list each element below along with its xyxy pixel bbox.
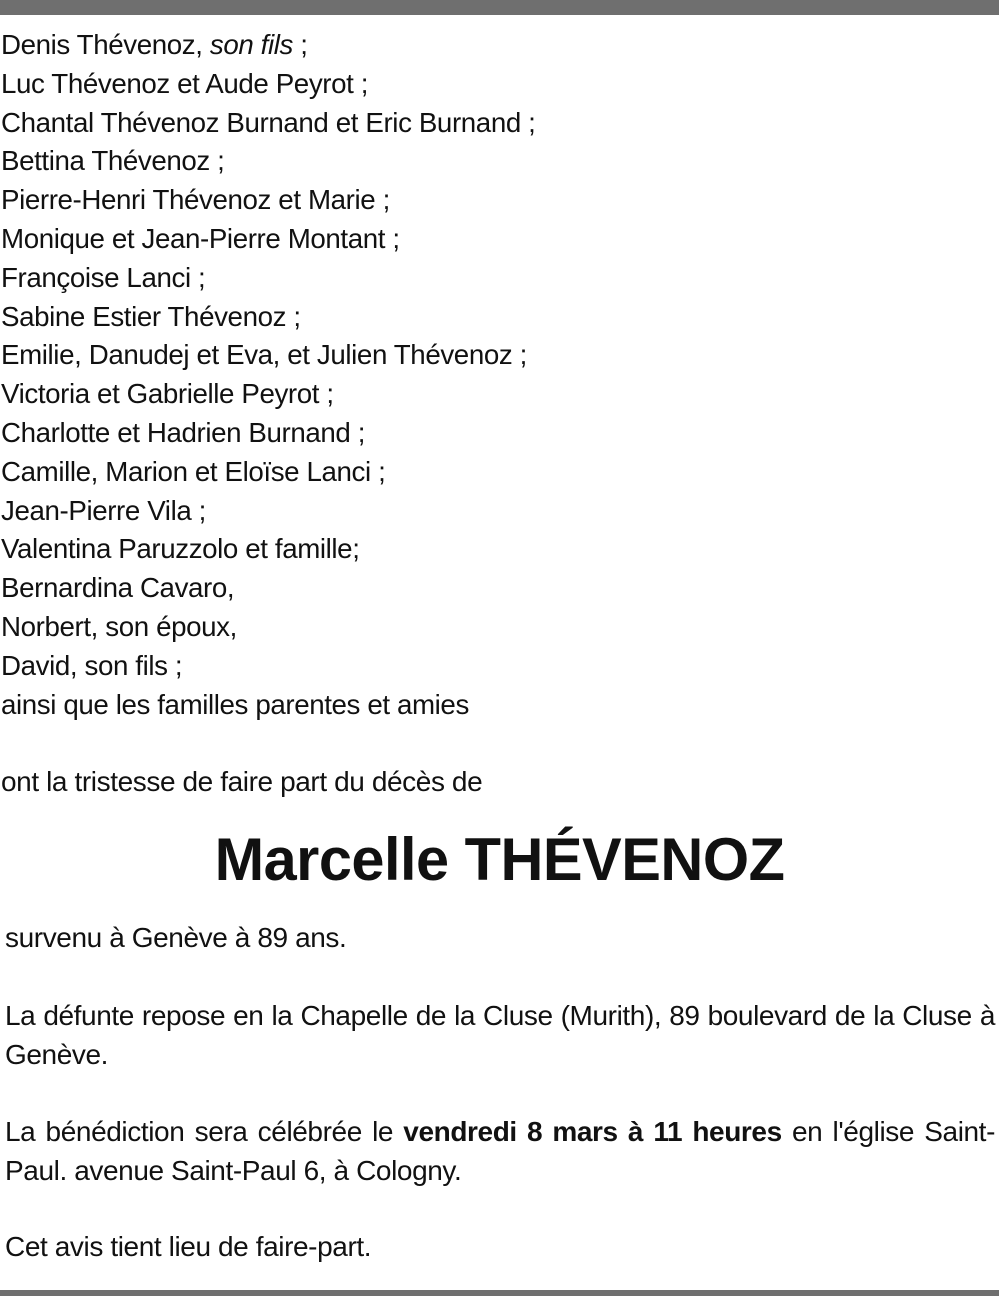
bottom-rule: [0, 1290, 999, 1296]
mourner-line: Pierre-Henri Thévenoz et Marie ;: [1, 184, 390, 216]
mourner-line: ainsi que les familles parentes et amies: [1, 688, 469, 720]
death-info: survenu à Genève à 89 ans.: [5, 922, 347, 953]
ceremony-info: [5, 1113, 995, 1190]
mourner-line: Bettina Thévenoz ;: [1, 145, 225, 177]
ceremony-intro: La bénédiction sera célébrée le: [5, 1116, 404, 1147]
mourner-line: Norbert, son époux,: [1, 610, 237, 642]
mourner-line: [1, 26, 981, 65]
mourner-line: Sabine Estier Thévenoz ;: [1, 300, 301, 332]
rest-info: La défunte repose en la Chapelle de la Cluse (Murith), 89 boulevard de la Cluse à Genève.: [5, 1000, 995, 1070]
mourner-line: Emilie, Danudej et Eva, et Julien Thévenoz ;: [1, 339, 527, 371]
mourner-suffix: ;: [292, 29, 308, 60]
mourner-line: Charlotte et Hadrien Burnand ;: [1, 416, 366, 448]
mourner-line: Victoria et Gabrielle Peyrot ;: [1, 378, 334, 410]
announcement-text: ont la tristesse de faire part du décès de: [1, 766, 483, 797]
mourner-line: Chantal Thévenoz Burnand et Eric Burnand ;: [1, 106, 536, 138]
mourner-name: Denis Thévenoz,: [1, 29, 210, 60]
mourner-line: Françoise Lanci ;: [1, 261, 206, 293]
mourner-line: Camille, Marion et Eloïse Lanci ;: [1, 455, 386, 487]
mourner-line: Valentina Paruzzolo et famille;: [1, 533, 360, 565]
top-rule: [0, 0, 999, 15]
ceremony-location: en l'église Saint-Paul. avenue Saint-Paul 6, à Cologny.: [5, 1116, 995, 1186]
mourner-line: Jean-Pierre Vila ;: [1, 494, 206, 526]
mourners-list: [1, 26, 991, 724]
mourner-relation: son fils: [209, 29, 293, 60]
mourner-line: Bernardina Cavaro,: [1, 572, 235, 604]
ceremony-date: vendredi 8 mars à 11 heures: [403, 1116, 782, 1147]
mourner-line: Monique et Jean-Pierre Montant ;: [1, 222, 400, 254]
deceased-name: Marcelle THÉVENOZ: [214, 826, 785, 893]
mourner-line: David, son fils ;: [1, 649, 183, 681]
closing-note: Cet avis tient lieu de faire-part.: [5, 1231, 372, 1262]
mourner-line: Luc Thévenoz et Aude Peyrot ;: [1, 67, 369, 99]
